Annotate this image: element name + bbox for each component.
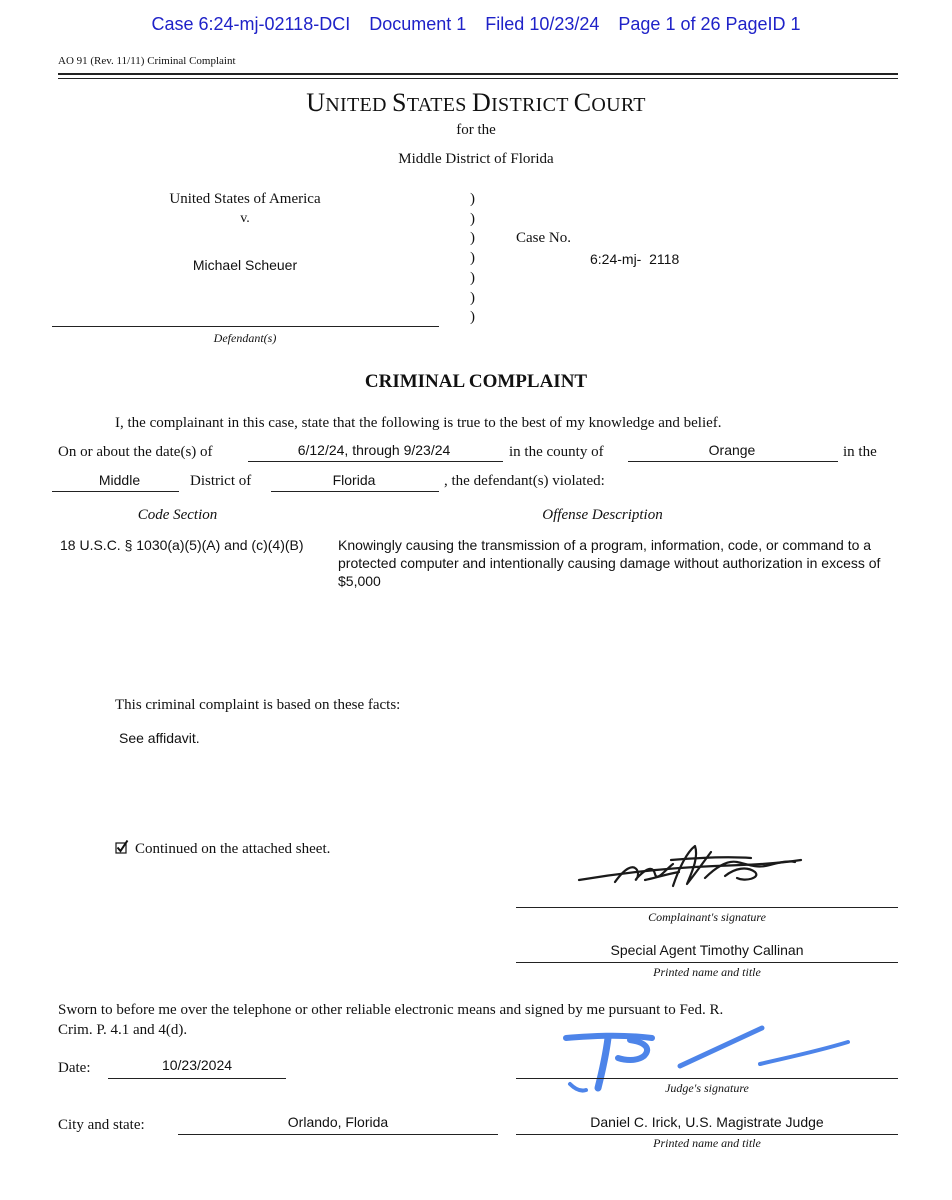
dates-rule (248, 461, 503, 462)
complainant-printed-name-label: Printed name and title (653, 965, 761, 979)
facts-value: See affidavit. (119, 730, 200, 746)
caption-defendant-label: Defendant(s) (213, 331, 277, 345)
defendant-rule (52, 326, 439, 327)
in-the-label: in the (843, 444, 877, 460)
form-identifier: AO 91 (Rev. 11/11) Criminal Complaint (58, 55, 236, 67)
header-rule-top (58, 73, 898, 75)
continued-checkbox[interactable] (115, 840, 129, 854)
complainant-signature-rule (516, 907, 898, 908)
ecf-filed-date: Filed 10/23/24 (485, 14, 600, 34)
complainant-name-rule (516, 962, 898, 963)
complainant-signature-label: Complainant's signature (648, 910, 766, 924)
state-rule (271, 491, 439, 492)
complaint-intro: I, the complainant in this case, state that the following is true to the best of my knowledge and belief. (115, 415, 722, 431)
caption-defendant-name: Michael Scheuer (192, 257, 298, 273)
violated-label: , the defendant(s) violated: (444, 473, 605, 489)
judge-signature-label: Judge's signature (665, 1081, 749, 1095)
complaint-title: CRIMINAL COMPLAINT (364, 371, 588, 392)
county-label: in the county of (509, 444, 604, 460)
county-rule (628, 461, 838, 462)
code-section-value: 18 U.S.C. § 1030(a)(5)(A) and (c)(4)(B) (60, 537, 304, 553)
complainant-printed-name: Special Agent Timothy Callinan (610, 942, 804, 958)
complainant-signature-image (575, 838, 805, 896)
city-state-value: Orlando, Florida (287, 1114, 389, 1130)
caption-plaintiff: United States of America (169, 191, 321, 207)
dates-value: 6/12/24, through 9/23/24 (297, 442, 451, 458)
date-value: 10/23/2024 (161, 1057, 233, 1073)
ecf-case-number: Case 6:24-mj-02118-DCI (151, 14, 351, 34)
code-section-header: Code Section (137, 507, 218, 523)
case-number-value: 6:24-mj- 2118 (590, 251, 680, 267)
date-label: Date: (58, 1060, 91, 1076)
court-title: UNITED STATES DISTRICT COURT (306, 88, 646, 117)
ecf-page-info: Page 1 of 26 PageID 1 (618, 14, 801, 34)
city-state-label: City and state: (58, 1117, 145, 1133)
city-state-rule (178, 1134, 498, 1135)
case-number-label: Case No. (516, 230, 571, 246)
continued-label: Continued on the attached sheet. (135, 841, 331, 857)
offense-description-header: Offense Description (542, 507, 663, 523)
on-or-about-label: On or about the date(s) of (58, 444, 213, 460)
county-value: Orange (708, 442, 756, 458)
sworn-statement: Sworn to before me over the telephone or other reliable electronic means and signed by me pursuant to Fed. R. Crim. P. 4.1 and 4(d). (58, 1002, 724, 1038)
judge-name-rule (516, 1134, 898, 1135)
district-of-label: District of (190, 473, 252, 489)
header-rule-bottom (58, 78, 898, 79)
date-rule (108, 1078, 286, 1079)
caption-parens: ) ) ) ) ) ) ) (470, 191, 475, 326)
offense-description-value: Knowingly causing the transmission of a program, information, code, or command to a protected computer and intentionally causing damage without authorization in excess of $5,000 (338, 537, 881, 589)
state-value: Florida (332, 472, 376, 488)
judge-printed-name-label: Printed name and title (653, 1136, 761, 1150)
facts-label: This criminal complaint is based on these facts: (115, 697, 401, 713)
judge-printed-name: Daniel C. Irick, U.S. Magistrate Judge (590, 1114, 824, 1130)
caption-versus: v. (240, 211, 250, 226)
court-for-the: for the (456, 122, 496, 138)
court-district: Middle District of Florida (398, 151, 554, 167)
district-value: Middle (98, 472, 141, 488)
ecf-document: Document 1 (369, 14, 467, 34)
district-rule (52, 491, 179, 492)
judge-signature-rule (516, 1078, 898, 1079)
ecf-header (0, 14, 952, 35)
